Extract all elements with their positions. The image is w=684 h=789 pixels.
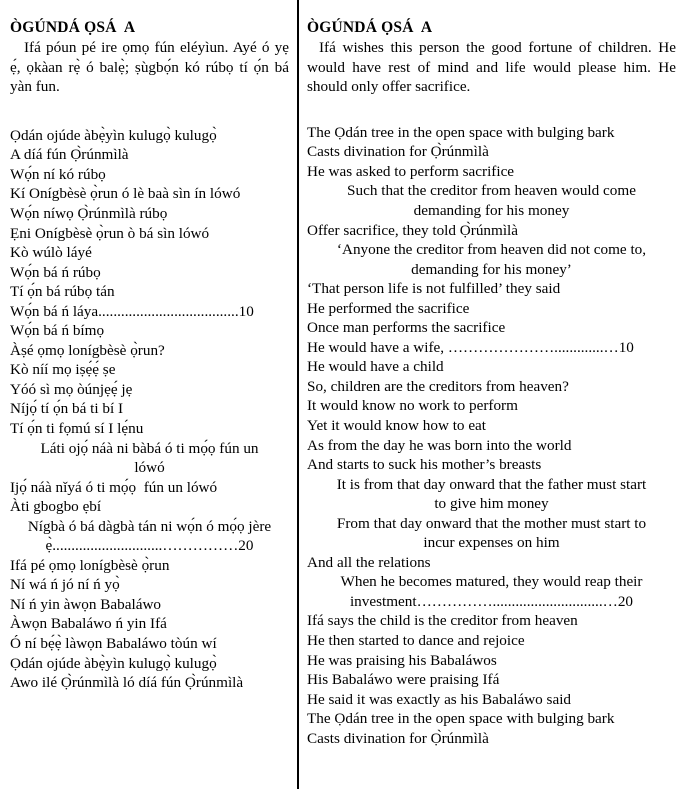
verse-line: A díá fún Ọ̀rúnmìlà [10,146,129,164]
verse-line: Such that the creditor from heaven would come demanding for his money [307,181,676,220]
verse-line: The Ọdán tree in the open space with bulging bark [307,710,615,728]
verse-line: Yet it would know how to eat [307,416,487,434]
verse-line: Ní wá ń jó ní ń yọ̀ [10,576,120,594]
verse-line: From that day onward that the mother must start to incur expenses on him [307,514,676,553]
verse-line: Ní ń yin àwọn Babaláwo [10,595,161,613]
verse-line: Casts divination for Ọ̀rúnmìlà [307,143,489,161]
verse-line: Ẹni Onígbèsè ọ̀run ò bá sìn lówó [10,224,210,242]
verse-line: Láti ojọ́ náà ni bàbá ó ti mọ́ọ fún un lówó [10,439,289,478]
verse-line-continuation: investment…………….............................…20 [349,592,634,610]
verse-line-continuation: ẹ̀.............................……………20 [45,537,254,555]
verse-line: He then started to dance and rejoice [307,632,525,649]
verse-line: Wọ́n níwọ Ọ̀rúnmìlà rúbọ [10,204,168,222]
verse-line: He said it was exactly as his Babaláwo said [307,690,572,708]
verse-line-continuation: lówó [134,459,165,477]
verse-line: ‘That person life is not fulfilled’ they said [307,280,561,298]
verse-line: Ifá pé ọmọ lonígbèsè ọ̀run [10,556,170,574]
verse-line: Offer sacrifice, they told Ọ̀rúnmìlà [307,221,519,239]
verse-line: It would know no work to perform [307,397,518,415]
verse-line: So, children are the creditors from heaven? [307,377,569,395]
yoruba-intro-paragraph: Ifá póun pé ire ọmọ fún eléyìun. Ayé ó yẹ ẹ́, ọkàan rẹ̀ ó balẹ̀; ṣùgbọ́n kó rúbọ tí ọ́n bá yàn fun. [10,39,289,96]
english-column [299,0,684,748]
yoruba-heading: ÒGÚNDÁ ỌSÁ A [10,19,136,36]
verse-line: His Babaláwo were praising Ifá [307,671,500,689]
verse-line: He was asked to perform sacrifice [307,162,515,180]
verse-line: Wọ́n ní kó rúbọ [10,165,106,183]
verse-line: Yóó sì mọ òúnjẹẹ́ jẹ [10,380,133,398]
verse-line: The Ọdán tree in the open space with bulging bark [307,123,615,141]
verse-line: Wọ́n bá ń bímọ [10,322,105,340]
verse-line: Níjọ́ tí ọ́n bá ti bí I [10,400,124,418]
yoruba-verse-list [10,126,289,693]
verse-line: Tí ọ́n ti fọmú sí I lẹ́nu [10,419,144,437]
verse-line-continuation: demanding for his money [413,201,570,219]
verse-line: Kò níí mọ iṣẹ́ẹ́ ṣe [10,361,116,379]
verse-line: It is from that day onward that the father must start to give him money [307,475,676,514]
english-verse-list [307,123,676,749]
verse-line: Ó ní bẹ́ẹ̀ làwọn Babaláwo tòún wí [10,635,217,652]
verse-line: Àṣé ọmọ lonígbèsè ọ̀run? [10,341,165,359]
verse-line: He would have a child [307,358,444,376]
verse-line: Kò wúlò láyé [10,244,92,262]
verse-line: He would have a wife, ………………….............…10 [307,338,634,356]
english-section-gap [307,97,676,123]
yoruba-section-gap [10,97,289,126]
english-intro-paragraph: Ifá wishes this person the good fortune of children. He would have rest of mind and life would please him. He should only offer sacrifice. [307,39,676,96]
verse-line-continuation: incur expenses on him [423,534,560,552]
verse-line: Ọdán ojúde àbẹ̀yìn kulugọ̀ kulugọ̀ [10,126,217,144]
verse-line: He was praising his Babaláwos [307,651,497,669]
verse-line: Nígbà ó bá dàgbà tán ni wọ́n ó mọ́ọ jère ẹ̀.............................……………20 [10,517,289,556]
verse-line: Ọdán ojúde àbẹ̀yìn kulugọ̀ kulugọ̀ [10,654,217,672]
verse-line: Casts divination for Ọ̀rúnmìlà [307,729,489,747]
verse-line: And starts to suck his mother’s breasts [307,456,542,474]
verse-line: Wọ́n bá ń rúbọ [10,263,101,281]
verse-line-continuation: demanding for his money’ [411,260,572,278]
verse-line: ‘Anyone the creditor from heaven did not come to, demanding for his money’ [307,240,676,279]
verse-line: Tí ọ́n bá rúbọ tán [10,283,115,301]
verse-line: Àwọn Babaláwo ń yin Ifá [10,615,167,633]
english-heading: ÒGÚNDÁ ỌSÁ A [307,19,433,36]
verse-line: Ifá says the child is the creditor from heaven [307,612,578,630]
verse-line: Ijọ́ náà nǐyá ó ti mọ́ọ fún un lówó [10,478,218,496]
verse-line: Wọ́n bá ń láya.....................................10 [10,302,254,320]
verse-line-continuation: to give him money [434,495,549,513]
verse-line: Kí Onígbèsè ọ̀run ó lè baà sìn ín lówó [10,185,241,203]
verse-line: He performed the sacrifice [307,299,470,317]
verse-line: And all the relations [307,553,431,571]
yoruba-column [0,0,297,693]
verse-line: As from the day he was born into the world [307,436,572,454]
verse-line: Àti gbogbo ẹbí [10,498,102,516]
verse-line: When he becomes matured, they would reap their investment…………….............................…20 [307,572,676,611]
verse-line: Awo ilé Ọ̀rúnmìlà ló díá fún Ọ̀rúnmìlà [10,674,244,692]
verse-line: Once man performs the sacrifice [307,319,506,337]
